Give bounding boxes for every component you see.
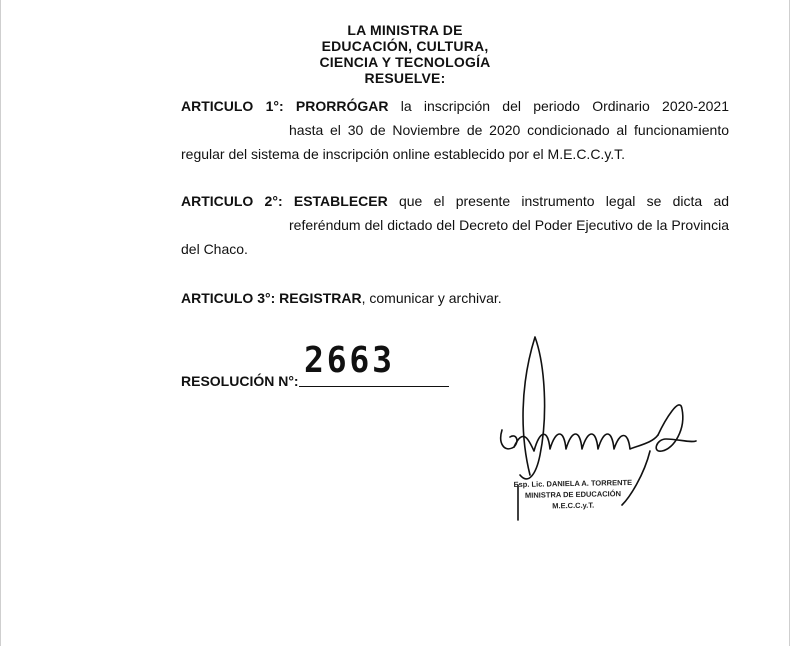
- resolution-label: RESOLUCIÓN N°:: [181, 373, 299, 389]
- article-2-label: ARTICULO 2°:: [181, 193, 283, 209]
- article-2-line-3: del Chaco.: [181, 241, 248, 257]
- article-1-line-3: regular del sistema de inscripción online establecido por el M.E.C.C.y.T.: [181, 146, 626, 162]
- article-1-line-1: [181, 94, 729, 118]
- article-3-label: ARTICULO 3°:: [181, 290, 276, 306]
- signature-stamp: [508, 477, 639, 512]
- resolution-header: [300, 22, 510, 86]
- stamp-title: MINISTRA DE EDUCACIÓN: [524, 489, 622, 500]
- stamp-name: Esp. Lic. DANIELA A. TORRENTE: [513, 477, 633, 490]
- article-3-verb: REGISTRAR: [279, 290, 362, 306]
- article-1-text: la inscripción del periodo Ordinario 2020-2021: [400, 98, 729, 114]
- article-1-label: ARTICULO 1°:: [181, 98, 284, 114]
- article-3-text: , comunicar y archivar.: [361, 290, 502, 306]
- article-1-verb: PRORRÓGAR: [295, 98, 389, 114]
- article-3-line-1: [181, 286, 729, 310]
- article-1-line-2: hasta el 30 de Noviembre de 2020 condicionado al funcionamiento: [289, 122, 729, 138]
- header-line-3: RESUELVE:: [364, 70, 446, 86]
- article-1: [181, 94, 729, 166]
- article-2-text: que el presente instrumento legal se dicta ad: [398, 193, 730, 209]
- header-line-1: LA MINISTRA DE EDUCACIÓN, CULTURA,: [321, 22, 489, 54]
- article-3: [181, 286, 729, 310]
- article-2: [181, 189, 729, 261]
- article-2-line-1: [181, 189, 729, 213]
- resolution-underline: [299, 386, 449, 387]
- article-2-verb: ESTABLECER: [293, 193, 388, 209]
- article-2-line-2: referéndum del dictado del Decreto del Poder Ejecutivo de la Provincia: [289, 217, 729, 233]
- stamp-org: M.E.C.C.y.T.: [552, 500, 595, 511]
- header-line-2: CIENCIA Y TECNOLOGÍA: [319, 54, 491, 70]
- resolution-number: 2663: [304, 340, 395, 381]
